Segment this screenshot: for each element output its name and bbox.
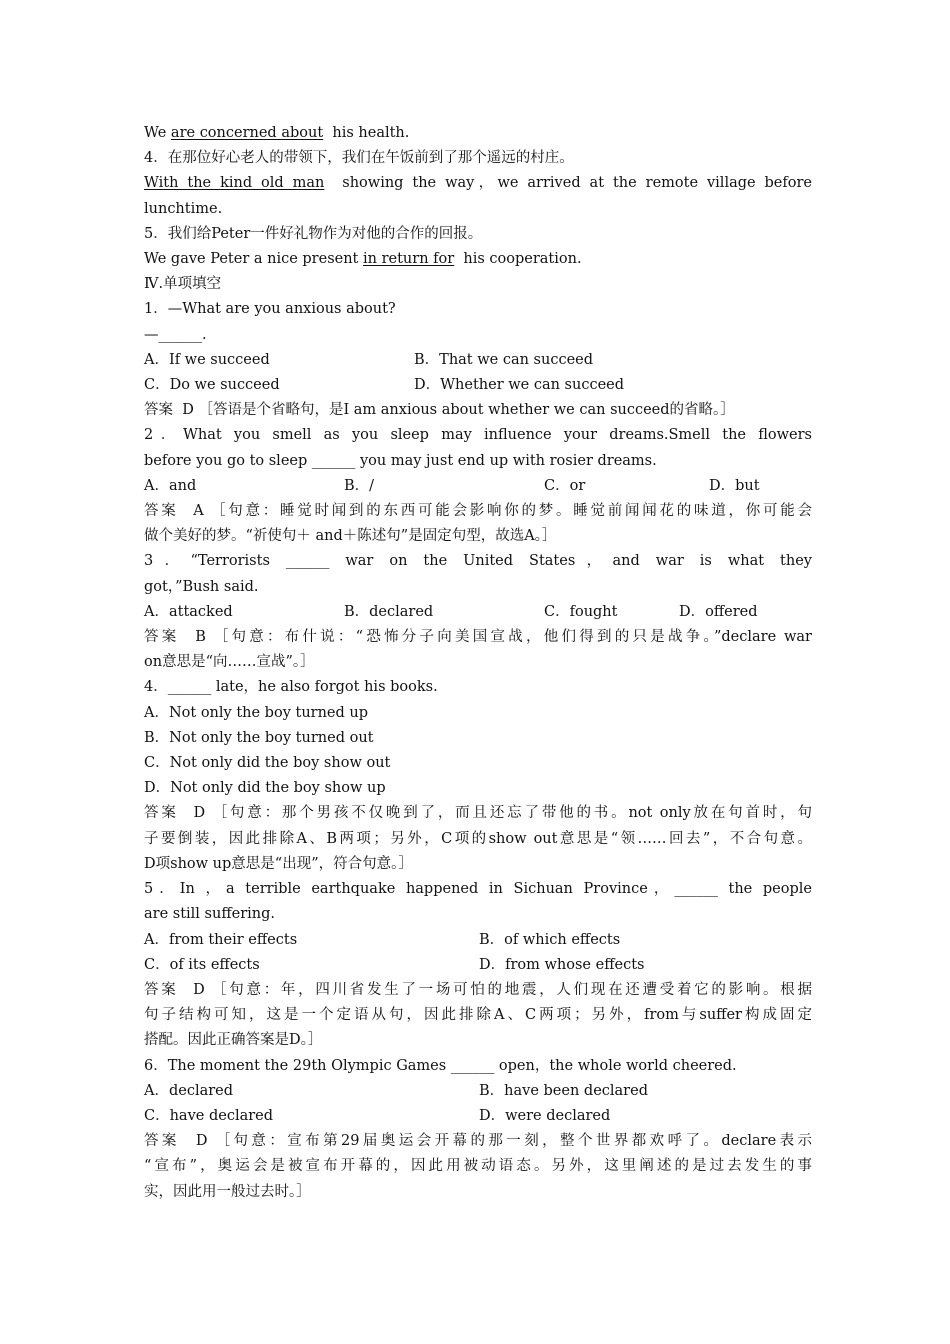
option-d: D．offered (679, 603, 758, 620)
answer-explanation: 答案 D ［句意：年，四川省发生了一场可怕的地震，人们现在还遭受着它的影响。根据 (144, 981, 812, 998)
options-row (144, 600, 812, 625)
option-d: D．Whether we can succeed (414, 377, 625, 394)
translation-prompt: 5．我们给Peter一件好礼物作为对他的合作的回报。 (144, 225, 483, 242)
options-row (144, 953, 812, 978)
options-row (144, 474, 812, 499)
option-c: C．fought (544, 603, 618, 620)
document-page (144, 121, 812, 1205)
option-a: A．attacked (144, 603, 233, 620)
option-a: A．and (144, 477, 197, 494)
answer-explanation: 答案 B ［句意：布什说：“恐怖分子向美国宣战，他们得到的只是战争。”declare war (144, 629, 812, 646)
question-stem: got，”Bush said. (144, 578, 259, 595)
option-b: B．have been declared (479, 1082, 648, 1099)
option-c: C．Not only did the boy show out (144, 755, 391, 772)
options-row (144, 1079, 812, 1104)
question-stem: 6．The moment the 29th Olympic Games ______ open，the whole world cheered. (144, 1057, 737, 1074)
translation-line: We gave Peter a nice present in return for his cooperation. (144, 251, 582, 268)
translation-prompt: 4．在那位好心老人的带领下，我们在午饭前到了那个遥远的村庄。 (144, 150, 574, 167)
answer-explanation: D项show up意思是“出现”，符合句意。］ (144, 855, 413, 872)
section-heading: Ⅳ.单项填空 (144, 276, 222, 293)
option-d: D．Not only did the boy show up (144, 780, 386, 797)
answer-explanation: 做个美好的梦。“祈使句＋ and＋陈述句”是固定句型，故选A。］ (144, 528, 557, 545)
option-d: D．were declared (479, 1107, 611, 1124)
answer-explanation: 答案 D ［句意：那个男孩不仅晚到了，而且还忘了带他的书。not only放在句首时，句 (144, 805, 812, 822)
options-row (144, 928, 812, 953)
option-b: B．/ (344, 477, 375, 494)
question-stem: 2．What you smell as you sleep may influence your dreams.Smell the flowers (144, 427, 812, 444)
answer-explanation: 句子结构可知，这是一个定语从句，因此排除A、C两项；另外，from与suffer构成固定 (144, 1007, 812, 1024)
translation-line: We are concerned about his health. (144, 125, 410, 141)
option-a: A．declared (144, 1082, 234, 1099)
option-a: A．Not only the boy turned up (144, 704, 369, 721)
question-stem: 1．—What are you anxious about? (144, 301, 396, 318)
option-c: C．or (544, 477, 586, 494)
options-row (144, 373, 812, 398)
answer-explanation: 实，因此用一般过去时。］ (144, 1183, 311, 1200)
translation-line: With the kind old man showing the way，we arrived at the remote village before (144, 175, 812, 192)
answer-explanation: “宣布”，奥运会是被宣布开幕的，因此用被动语态。另外，这里阐述的是过去发生的事 (144, 1158, 812, 1175)
answer-explanation: 子要倒装，因此排除A、B两项；另外，C项的show out意思是“领……回去”，不合句意。 (144, 830, 812, 847)
answer-explanation: 答案 D ［句意：宣布第29届奥运会开幕的那一刻，整个世界都欢呼了。declare表示 (144, 1133, 812, 1150)
answer-explanation: 答案 A ［句意：睡觉时闻到的东西可能会影响你的梦。睡觉前闻闻花的味道，你可能会 (144, 503, 812, 520)
translation-line: lunchtime. (144, 200, 223, 217)
options-row (144, 348, 812, 373)
option-a: A．from their effects (144, 931, 298, 948)
option-b: B．of which effects (479, 931, 621, 948)
option-a: A．If we succeed (144, 351, 270, 368)
option-c: C．have declared (144, 1107, 274, 1124)
answer-explanation: 搭配。因此正确答案是D。］ (144, 1032, 323, 1049)
question-stem: are still suffering. (144, 906, 276, 923)
option-d: D．from whose effects (479, 956, 645, 973)
answer-explanation: on意思是“向……宣战”。］ (144, 654, 315, 671)
options-row (144, 1104, 812, 1129)
option-d: D．but (709, 477, 760, 494)
option-b: B．declared (344, 603, 434, 620)
question-stem: 3．“Terrorists ______ war on the United States，and war is what they (144, 553, 812, 570)
answer-explanation: 答案 D ［答语是个省略句，是I am anxious about whether we can succeed的省略。］ (144, 402, 735, 419)
question-stem: —______. (144, 326, 207, 343)
option-b: B．That we can succeed (414, 351, 594, 368)
option-c: C．Do we succeed (144, 377, 280, 394)
question-stem: before you go to sleep ______ you may just end up with rosier dreams. (144, 452, 657, 469)
option-c: C．of its effects (144, 956, 260, 973)
question-stem: 5．In ，a terrible earthquake happened in Sichuan Province，______ the people (144, 881, 812, 898)
option-b: B．Not only the boy turned out (144, 729, 374, 746)
question-stem: 4．______ late，he also forgot his books. (144, 679, 438, 696)
